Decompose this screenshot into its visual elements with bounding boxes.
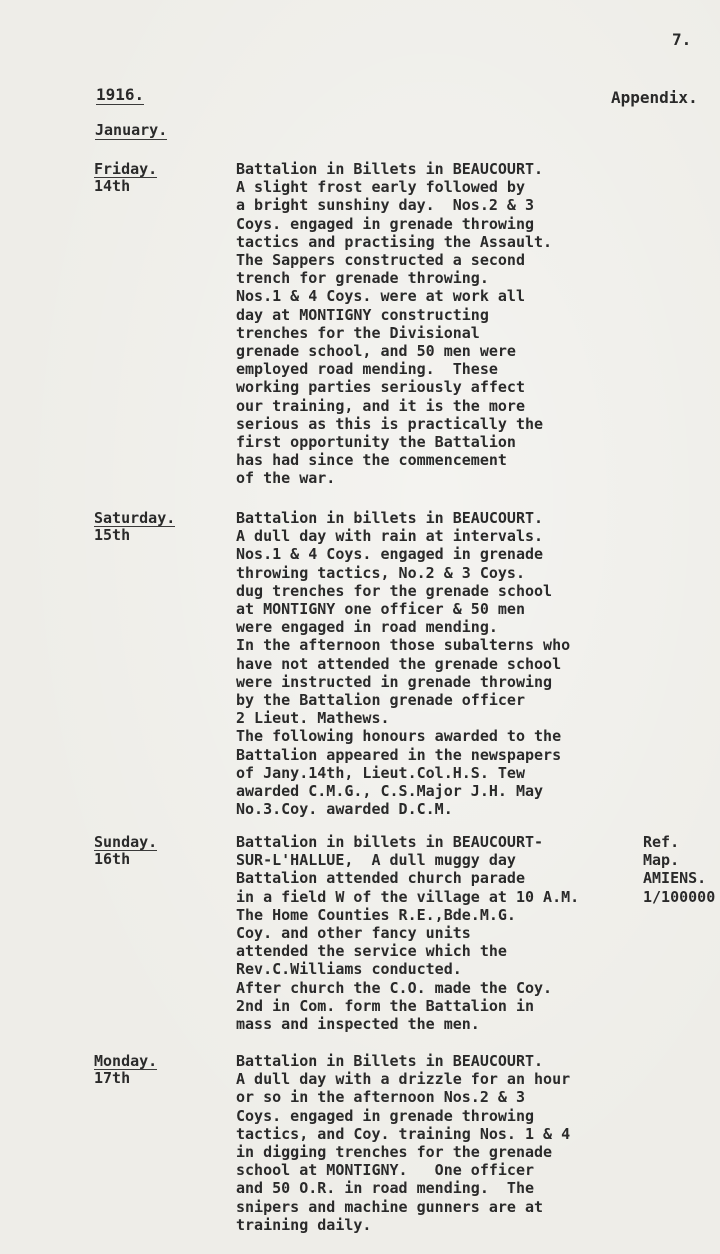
entry-day-name: Monday.: [94, 1052, 158, 1070]
entry-date: 17th: [94, 1069, 131, 1087]
entry-day-label: [94, 833, 157, 868]
appendix-heading: Appendix.: [611, 88, 698, 107]
entry-text: Battalion in Billets in BEAUCOURT. A slight frost early followed by a bright sunshiny day. Nos.2 & 3 Coys. engaged in grenade throwing tactics and practising the Assault. The Sappers constructed a second trench for grenade throwing. Nos.1 & 4 Coys. were at work all day at MONTIGNY constructing trenches for the Divisional grenade school, and 50 men were employed road mending. These working parties seriously affect our training, and it is the more serious as this is practically the first opportunity the Battalion has had since the commencement of the war.: [236, 160, 553, 488]
entry-date: 14th: [94, 177, 131, 195]
entry-text: Battalion in billets in BEAUCOURT- SUR-L'HALLUE, A dull muggy day Battalion attended church parade in a field W of the village at 10 A.M. The Home Counties R.E.,Bde.M.G. Coy. and other fancy units attended the service which the Rev.C.Williams conducted. After church the C.O. made the Coy. 2nd in Com. form the Battalion in mass and inspected the men.: [236, 833, 580, 1034]
entry-day-name: Saturday.: [94, 509, 176, 527]
month-heading: January.: [95, 121, 168, 139]
entry-day-label: [94, 509, 175, 544]
entry-day-label: [94, 1052, 157, 1087]
year-heading: 1916.: [96, 85, 145, 104]
entry-day-label: [94, 160, 157, 195]
page-number: 7.: [672, 30, 692, 49]
entry-text: Battalion in billets in BEAUCOURT. A dull day with rain at intervals. Nos.1 & 4 Coys. engaged in grenade throwing tactics, No.2 & 3 Coys. dug trenches for the grenade school at MONTIGNY one officer & 50 men were engaged in road mending. In the afternoon those subalterns who have not attended the grenade school were instructed in grenade throwing by the Battalion grenade officer 2 Lieut. Mathews. The following honours awarded to the Battalion appeared in the newspapers of Jany.14th, Lieut.Col.H.S. Tew awarded C.M.G., C.S.Major J.H. May No.3.Coy. awarded D.C.M.: [236, 509, 571, 819]
entry-day-name: Sunday.: [94, 833, 158, 851]
map-reference-note: Ref. Map. AMIENS. 1/100000: [643, 833, 716, 906]
entry-day-name: Friday.: [94, 160, 158, 178]
entry-date: 15th: [94, 526, 131, 544]
entry-text: Battalion in Billets in BEAUCOURT. A dull day with a drizzle for an hour or so in the afternoon Nos.2 & 3 Coys. engaged in grenade throwing tactics, and Coy. training Nos. 1 & 4 in digging trenches for the grenade school at MONTIGNY. One officer and 50 O.R. in road mending. The snipers and machine gunners are at training daily.: [236, 1052, 571, 1234]
entry-date: 16th: [94, 850, 131, 868]
